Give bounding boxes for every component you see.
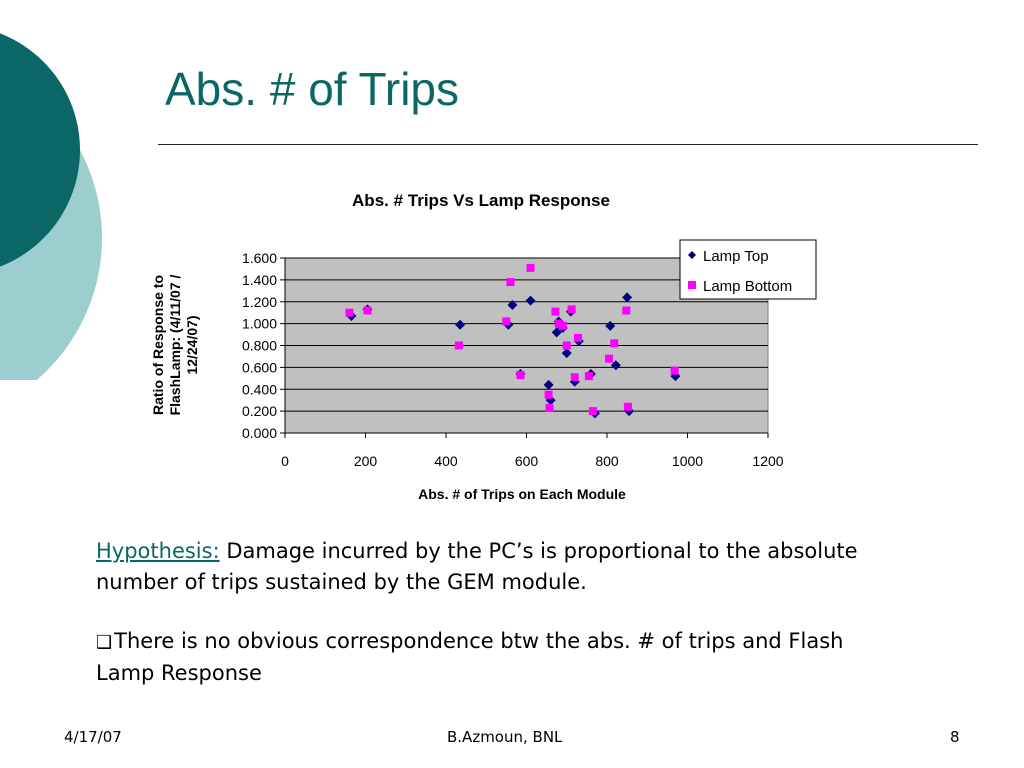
lamp-bottom-point [455,342,463,350]
lamp-bottom-point [605,355,613,363]
lamp-bottom-point [622,307,630,315]
lamp-bottom-point [563,342,571,350]
checkbox-bullet-icon: ❑ [96,632,113,653]
body-text [96,536,896,689]
lamp-bottom-point [574,334,582,342]
footer-author: B.Azmoun, BNL [447,728,563,746]
y-axis-label-line-2: FlashLamp: (4/11/07 / [167,274,183,416]
lamp-bottom-point [624,403,632,411]
lamp-bottom-point [506,278,514,286]
legend-label-lamp-top: Lamp Top [703,248,769,265]
x-tick-label: 600 [514,453,539,469]
chart-title: Abs. # Trips Vs Lamp Response [352,191,610,210]
lamp-bottom-point [568,305,576,313]
x-axis-label: Abs. # of Trips on Each Module [418,486,626,502]
lamp-bottom-point [516,371,524,379]
scatter-chart [140,180,840,520]
bullet-text: There is no obvious correspondence btw the abs. # of trips and Flash Lamp Response [96,629,844,685]
corner-decoration [0,0,110,380]
lamp-bottom-point [559,322,567,330]
y-axis-label-line-1: Ratio of Response to [150,274,166,416]
slide-title: Abs. # of Trips [165,63,460,115]
lamp-bottom-point [589,407,597,415]
x-axis-ticks [281,433,784,469]
lamp-bottom-point [527,264,535,272]
x-tick-label: 0 [281,453,289,469]
y-tick-label: 0.000 [241,425,277,441]
lamp-bottom-point [671,367,679,375]
y-tick-label: 0.800 [241,337,277,354]
y-tick-label: 0.200 [241,403,277,420]
lamp-bottom-point [551,308,559,316]
x-tick-label: 200 [353,453,378,469]
x-tick-label: 400 [434,453,458,469]
lamp-bottom-point [545,404,553,412]
hypothesis-paragraph [96,536,896,598]
x-tick-label: 1200 [752,453,784,469]
lamp-bottom-point [610,339,618,347]
y-tick-label: 0.600 [241,359,277,376]
legend [680,240,816,299]
lamp-bottom-point [502,317,510,325]
lamp-bottom-point [364,307,372,315]
footer-page-number: 8 [950,728,960,746]
lamp-bottom-point [345,309,353,317]
y-tick-label: 1.400 [241,271,277,288]
x-tick-label: 800 [595,453,619,469]
y-tick-label: 1.600 [241,250,277,266]
hypothesis-text: Damage incurred by the PC’s is proportional to the absolute number of trips sustained by the GEM module. [96,539,858,594]
lamp-bottom-point [545,391,553,399]
title-divider [158,144,978,145]
legend-square-marker [688,281,696,289]
y-axis-label [150,274,200,415]
y-axis-ticks [242,250,285,441]
lamp-bottom-point [571,373,579,381]
y-axis-label-line-3: 12/24/07) [184,315,200,375]
x-tick-label: 1000 [671,453,704,469]
bullet-paragraph [96,626,896,689]
hypothesis-label: Hypothesis: [96,539,220,563]
y-tick-label: 1.200 [241,293,277,310]
footer-date: 4/17/07 [64,728,122,746]
y-tick-label: 1.000 [241,315,277,332]
lamp-bottom-point [585,372,593,380]
legend-label-lamp-bottom: Lamp Bottom [703,278,793,295]
y-tick-label: 0.400 [241,381,277,398]
